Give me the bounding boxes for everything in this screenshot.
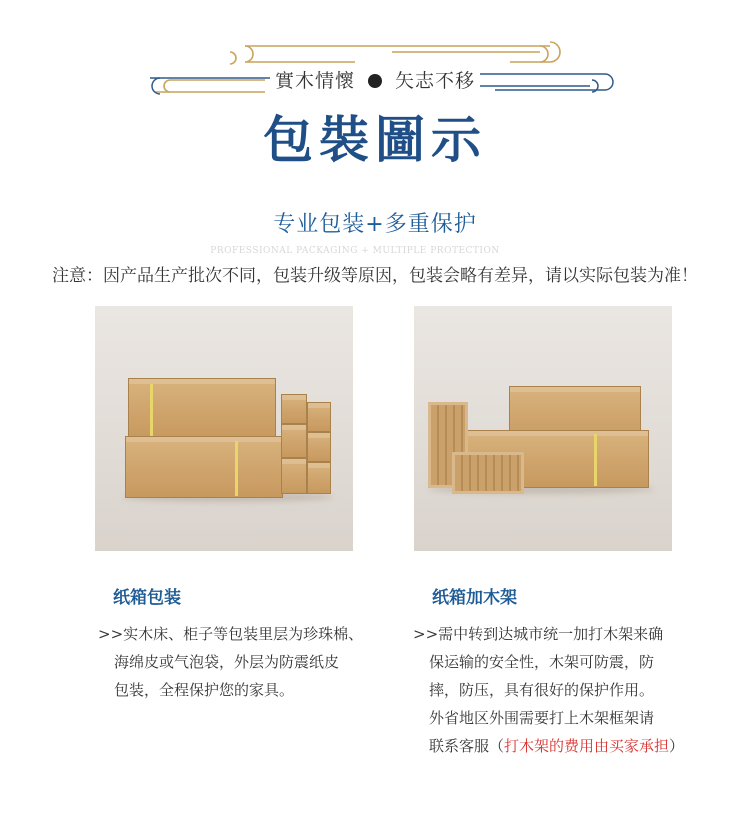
item-title-cardboard: 纸箱包装: [113, 588, 181, 608]
item-title-crate: 纸箱加木架: [432, 588, 517, 608]
wooden-crate-packaging-photo: [414, 306, 672, 551]
crate-fee-warning: 打木架的费用由买家承担: [504, 737, 670, 755]
description-line: 包装，全程保护您的家具。: [114, 681, 295, 699]
slogan-right: 矢志不移: [395, 70, 476, 92]
description-line: 外省地区外围需要打上木架框架请: [429, 709, 655, 727]
section-subtitle: 专业包装+多重保护: [273, 212, 477, 237]
cardboard-packaging-photo: [95, 306, 353, 551]
bullet-dot-icon: [368, 74, 382, 88]
description-line: >>实木床、柜子等包装里层为珍珠棉、: [98, 625, 364, 643]
slogan-left: 實木情懷: [274, 70, 355, 92]
slogan: [0, 66, 750, 93]
contact-prefix: 联系客服（: [429, 737, 505, 755]
description-line: 摔，防压，具有很好的保护作用。: [429, 681, 655, 699]
description-line: 海绵皮或气泡袋，外层为防震纸皮: [114, 653, 340, 671]
item-description-crate: [413, 620, 684, 760]
header-ornament: [0, 0, 750, 110]
page-title: 包裝圖示: [263, 110, 487, 169]
description-line-contact: [413, 732, 684, 760]
description-line: >>需中转到达城市统一加打木架来确: [413, 625, 664, 643]
description-line: 保运输的安全性，木架可防震，防: [429, 653, 655, 671]
contact-suffix: ）: [669, 737, 685, 755]
packaging-notice: 注意：因产品生产批次不同，包装升级等原因，包装会略有差异，请以实际包装为准！: [52, 266, 698, 286]
item-description-cardboard: [98, 620, 363, 704]
section-subtitle-english: PROFESSIONAL PACKAGING + MULTIPLE PROTECTION: [210, 246, 500, 256]
